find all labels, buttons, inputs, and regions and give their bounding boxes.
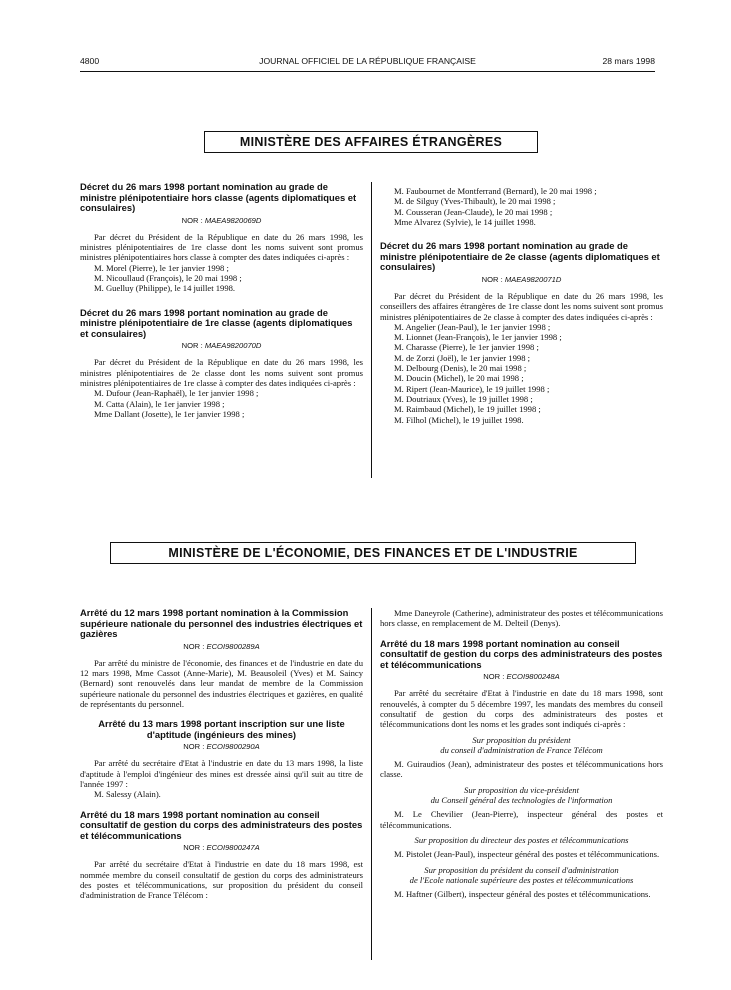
- decree-body: Par décret du Président de la République en date du 26 mars 1998, les ministres plénipotentiaires de 2e classe dont les noms suivent sont promus ministres plénipotentiaires de 1re classe à compter des dates indiquées ci-après :: [80, 357, 363, 388]
- list-item: M. Cousseran (Jean-Claude), le 20 mai 1998 ;: [394, 206, 553, 217]
- order-body: Par arrêté du secrétaire d'Etat à l'industrie en date du 18 mars 1998, sont renouvelés, à compter du 5 décembre 1997, les mandats des membres du conseil consultatif de gestion du corps des administrateurs des postes et télécommunications dont les noms et les grades sont indiqués ci-après :: [380, 688, 663, 730]
- proposal-heading: Sur proposition du président du conseil d'administration de l'Ecole nationale supérieure des postes et télécommunications: [409, 864, 634, 885]
- list-item: Mme Dallant (Josette), le 1er janvier 1998 ;: [94, 408, 245, 419]
- right-column-ef: [380, 608, 663, 899]
- right-column-ae: [380, 186, 663, 425]
- ministry-heading-economie: MINISTÈRE DE L'ÉCONOMIE, DES FINANCES ET DE L'INDUSTRIE: [110, 542, 636, 564]
- nor-reference: NOR : MAEA9820071D: [481, 274, 562, 284]
- left-column-ae: [80, 182, 363, 419]
- proposal-heading: Sur proposition du président du conseil d'administration de France Télécom: [440, 734, 603, 755]
- list-item: M. Haftner (Gilbert), inspecteur général des postes et télécommunications.: [394, 889, 651, 900]
- page-header: [80, 56, 655, 70]
- list-item: M. Salessy (Alain).: [94, 789, 161, 800]
- decree-title: Décret du 26 mars 1998 portant nomination au grade de ministre plénipotentiaire hors classe (agents diplomatiques et consulaires): [80, 181, 357, 214]
- decree-title: Décret du 26 mars 1998 portant nomination au grade de ministre plénipotentiaire de 2e classe (agents diplomatiques et consulaires): [380, 240, 660, 273]
- list-item: M. Morel (Pierre), le 1er janvier 1998 ;: [94, 262, 229, 273]
- list-item: M. Lionnet (Jean-François), le 1er janvier 1998 ;: [394, 332, 562, 343]
- list-item: M. Guiraudios (Jean), administrateur des postes et télécommunications hors classe.: [380, 759, 663, 780]
- nor-reference: NOR : MAEA9820069D: [181, 215, 262, 225]
- column-divider: [371, 182, 372, 478]
- list-item: M. Faubournet de Montferrand (Bernard), le 20 mai 1998 ;: [394, 186, 597, 196]
- list-item: M. Raimbaud (Michel), le 19 juillet 1998 ;: [394, 404, 541, 415]
- list-item: M. Filhol (Michel), le 19 juillet 1998.: [394, 414, 524, 425]
- nor-reference: NOR : MAEA9820070D: [181, 341, 262, 351]
- list-item: M. Delbourg (Denis), le 20 mai 1998 ;: [394, 363, 527, 374]
- decree-body: Par décret du Président de la République en date du 26 mars 1998, les ministres plénipotentiaires de 1re classe dont les noms suivent sont promus ministres plénipotentiaires hors classe à compter des dates indiquées ci-après :: [80, 231, 363, 263]
- proposal-heading: Sur proposition du vice-président du Conseil général des technologies de l'information: [430, 784, 613, 806]
- list-item: M. Dufour (Jean-Raphaël), le 1er janvier 1998 ;: [94, 388, 259, 399]
- list-item: M. Charasse (Pierre), le 1er janvier 1998 ;: [394, 342, 539, 353]
- column-divider: [371, 608, 372, 960]
- order-body-continued: Mme Daneyrole (Catherine), administrateur des postes et télécommunications hors classe, en remplacement de M. Delteil (Denys).: [380, 608, 663, 629]
- proposal-heading: Sur proposition du directeur des postes et télécommunications: [414, 834, 629, 845]
- order-body: Par arrêté du secrétaire d'Etat à l'industrie en date du 18 mars 1998, est nommée membre du conseil consultatif de gestion du corps des administrateurs des postes et télécommunications, sur proposition du président du conseil d'administration de France Télécom :: [80, 859, 363, 901]
- order-body: Par arrêté du ministre de l'économie, des finances et de l'industrie en date du 12 mars 1998, Mme Cassot (Anne-Marie), M. Beausoleil (Yves) et M. Saincy (Bernard) sont renouvelés dans leur mandat de membre de la Commission supérieure nationale du personnel des industries électriques et gazières, en qualité de représentants du personnel.: [80, 657, 363, 709]
- decree-body: Par décret du Président de la République en date du 26 mars 1998, les conseillers des affaires étrangères de 1re classe dont les noms suivent sont promus ministres plénipotentiaires de 2e classe à compter des dates indiquées ci-après :: [380, 290, 663, 322]
- issue-date: 28 mars 1998: [602, 56, 655, 66]
- list-item: M. de Zorzi (Joël), le 1er janvier 1998 ;: [394, 352, 531, 363]
- nor-reference: NOR : ECOI9800247A: [183, 843, 260, 853]
- order-title: Arrêté du 18 mars 1998 portant nomination au conseil consultatif de gestion du corps des administrateurs des postes et télécommunications: [380, 637, 663, 670]
- order-body: Par arrêté du secrétaire d'Etat à l'industrie en date du 13 mars 1998, la liste d'aptitude à l'emploi d'ingénieur des mines est dressée ainsi qu'il suit au titre de l'année 1997 :: [80, 758, 363, 790]
- ministry-heading-affaires-etrangeres: MINISTÈRE DES AFFAIRES ÉTRANGÈRES: [204, 131, 538, 153]
- list-item: M. Guelluy (Philippe), le 14 juillet 1998.: [94, 283, 236, 294]
- list-item: M. Catta (Alain), le 1er janvier 1998 ;: [94, 398, 225, 409]
- order-title: Arrêté du 18 mars 1998 portant nomination au conseil consultatif de gestion du corps des administrateurs des postes et télécommunications: [80, 808, 363, 841]
- decree-title: Décret du 26 mars 1998 portant nomination au grade de ministre plénipotentiaire de 1re classe (agents diplomatiques et consulaires): [80, 306, 353, 339]
- list-item: M. Nicoullaud (François), le 20 mai 1998 ;: [94, 272, 242, 283]
- list-item: M. Doutriaux (Yves), le 19 juillet 1998 ;: [394, 393, 533, 404]
- list-item: Mme Alvarez (Sylvie), le 14 juillet 1998.: [394, 216, 536, 227]
- nor-reference: NOR : ECOI9800248A: [483, 672, 560, 682]
- list-item: M. Angelier (Jean-Paul), le 1er janvier 1998 ;: [394, 321, 551, 332]
- order-title: Arrêté du 12 mars 1998 portant nomination à la Commission supérieure nationale du personnel des industries électriques et gazières: [80, 607, 363, 640]
- nor-reference: NOR : ECOI9800289A: [183, 641, 260, 651]
- list-item: M. Ripert (Jean-Maurice), le 19 juillet 1998 ;: [394, 383, 550, 394]
- left-column-ef: [80, 608, 363, 901]
- nor-reference: NOR : ECOI9800290A: [183, 742, 260, 752]
- list-item: M. Pistolet (Jean-Paul), inspecteur général des postes et télécommunications.: [394, 849, 660, 860]
- list-item: M. Doucin (Michel), le 20 mai 1998 ;: [394, 373, 524, 384]
- journal-title: JOURNAL OFFICIEL DE LA RÉPUBLIQUE FRANÇAISE: [259, 56, 476, 66]
- list-item: M. Le Chevilier (Jean-Pierre), inspecteur général des postes et télécommunications.: [380, 809, 663, 830]
- header-rule: [80, 71, 655, 72]
- page-number: 4800: [80, 56, 100, 66]
- order-title: Arrêté du 13 mars 1998 portant inscription sur une liste d'aptitude (ingénieurs des mines): [98, 718, 345, 740]
- list-item: M. de Silguy (Yves-Thibault), le 20 mai 1998 ;: [394, 196, 556, 207]
